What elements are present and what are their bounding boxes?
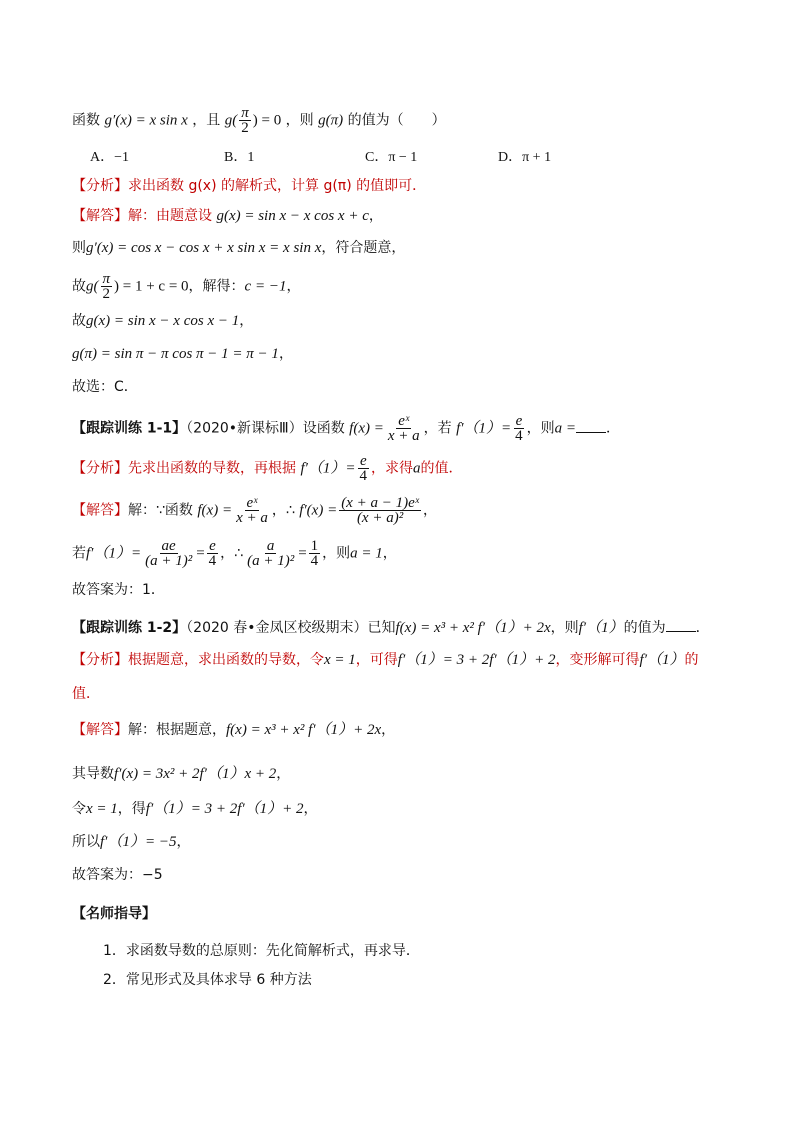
fraction xyxy=(513,414,525,443)
stem-text-3: ，则 xyxy=(285,112,314,129)
analysis-text: 先求出函数的导数，再根据 xyxy=(128,460,296,477)
answer-tag: 【解答】 xyxy=(72,208,128,224)
punct: ， xyxy=(422,502,437,519)
answer-1-step-4 xyxy=(72,311,253,331)
frac-num: e xyxy=(359,453,367,469)
text: 故 xyxy=(72,313,86,329)
analysis-text: 根据题意，求出函数的导数，令 xyxy=(128,652,324,668)
expr: a xyxy=(413,460,421,477)
pi-over-2 xyxy=(239,106,251,135)
exercise-1-1-result xyxy=(72,539,397,568)
frac-num: eˣ xyxy=(246,495,258,511)
text: ，则 xyxy=(526,420,555,437)
text: （2020 春•金凤区校级期末）已知 xyxy=(186,620,396,636)
frac-num: 1 xyxy=(310,538,319,554)
fraction xyxy=(339,496,421,525)
expr: f(x) = xyxy=(197,502,233,519)
exercise-1-2 xyxy=(72,617,710,638)
text: 若 xyxy=(72,545,86,562)
punct: ， xyxy=(176,834,191,850)
analysis-1 xyxy=(72,176,426,196)
answer-1-step-6 xyxy=(72,377,138,397)
answer-1-step-3 xyxy=(72,272,300,301)
exercise-1-2-final xyxy=(72,865,163,885)
exercise-1-2-analysis-cont xyxy=(72,684,100,704)
expr: a = 1 xyxy=(350,545,383,562)
expr: f′(x) = 3x² + 2f′（1）x + 2 xyxy=(114,766,277,782)
option-b: B．1 xyxy=(224,150,255,165)
fraction xyxy=(143,539,194,568)
fraction xyxy=(234,496,270,525)
option-a: A．−1 xyxy=(90,150,130,165)
expr: f′（1）= xyxy=(456,420,512,437)
answer-1-step-5 xyxy=(72,344,293,364)
frac-num: π xyxy=(241,105,249,121)
expr: f(x) = x³ + x² f′（1）+ 2x xyxy=(226,722,382,738)
exercise-1-2-step-2 xyxy=(72,764,290,784)
expr: x = 1 xyxy=(86,801,118,817)
expr: a = xyxy=(554,420,577,437)
option-d: D．π + 1 xyxy=(498,150,552,165)
expr: f′（1） xyxy=(639,652,685,668)
fraction xyxy=(358,454,370,483)
expr: = xyxy=(196,545,205,562)
text: ，得 xyxy=(117,801,146,817)
frac-den: 2 xyxy=(241,120,249,136)
stem-text: 函数 xyxy=(72,112,100,129)
text: 故答案为：−5 xyxy=(72,867,163,883)
exercise-tag: 【跟踪训练 1-2】 xyxy=(72,620,187,636)
expr: f′（1）= xyxy=(86,545,142,562)
punct: ， xyxy=(239,313,254,329)
expr: f′(x) = xyxy=(299,502,338,519)
question-stem xyxy=(72,106,446,135)
analysis-text: ，求得 xyxy=(371,460,414,477)
tips-heading: 【名师指导】 xyxy=(72,906,156,922)
frac-den: (a + 1)² xyxy=(145,553,193,569)
analysis-text: 求出函数 g(x) 的解析式，计算 g(π) 的值即可． xyxy=(128,178,427,194)
answer-blank xyxy=(576,418,606,433)
analysis-text: ，变形解可得 xyxy=(555,652,640,668)
text: 故答案为：1． xyxy=(72,582,165,598)
option-c: C．π − 1 xyxy=(365,150,418,165)
text: ，∴ xyxy=(271,502,295,519)
stem-text-4: 的值为（ ） xyxy=(347,112,446,129)
frac-num: e xyxy=(515,413,523,429)
tips-title xyxy=(72,904,156,924)
frac-num: eˣ xyxy=(398,413,410,429)
frac-den: 4 xyxy=(310,553,319,569)
text: 解：∵函数 xyxy=(128,502,193,519)
frac-den: (a + 1)² xyxy=(247,553,295,569)
exercise-1-1 xyxy=(72,414,620,443)
frac-den: (x + a)² xyxy=(356,510,404,526)
frac-den: 4 xyxy=(515,428,523,444)
expr: f′（1）= xyxy=(300,460,356,477)
text: ，∴ xyxy=(220,545,244,562)
exercise-1-1-analysis xyxy=(72,454,463,483)
text: ，则 xyxy=(322,545,351,562)
expr: f′（1）= 3 + 2f′（1）+ 2 xyxy=(397,652,556,668)
expr: f′（1）= −5 xyxy=(100,834,177,850)
frac-num: (x + a − 1)eˣ xyxy=(341,495,419,511)
analysis-tag: 【分析】 xyxy=(72,652,128,668)
analysis-tag: 【分析】 xyxy=(72,460,128,477)
expr: g( xyxy=(86,278,99,295)
g-cond-close: ) = 0 xyxy=(252,112,282,129)
expr: f′（1） xyxy=(578,620,624,636)
expr: c = −1 xyxy=(244,278,287,295)
expr: ) = 1 + c = 0 xyxy=(114,278,189,295)
analysis-text: ，可得 xyxy=(355,652,398,668)
text: 令 xyxy=(72,801,86,817)
analysis-text: 的值． xyxy=(420,460,463,477)
exercise-1-2-analysis xyxy=(72,650,699,670)
frac-den: x + a xyxy=(236,510,268,526)
frac-den: 2 xyxy=(102,286,110,302)
punct: ， xyxy=(368,208,383,224)
tips-text: 2．常见形式及具体求导 6 种方法 xyxy=(103,972,312,988)
analysis-tag: 【分析】 xyxy=(72,178,128,194)
answer-1-step-1 xyxy=(72,206,383,226)
punct: ， xyxy=(286,278,301,295)
expr: f(x) = x³ + x² f′（1）+ 2x xyxy=(395,620,551,636)
answer-blank xyxy=(666,617,696,632)
answer-1-step-2 xyxy=(72,238,405,258)
expr: g(x) = sin x − x cos x + c xyxy=(216,208,369,224)
frac-den: 4 xyxy=(359,468,368,484)
text: 所以 xyxy=(72,834,100,850)
fraction xyxy=(386,414,422,443)
frac-num: π xyxy=(102,271,111,287)
text: 则 xyxy=(72,240,86,256)
answer-text: 解：由题意设 xyxy=(128,208,212,224)
fraction xyxy=(309,539,321,568)
punct: ． xyxy=(606,420,621,437)
text: ，解得： xyxy=(188,278,245,295)
punct: ， xyxy=(276,766,291,782)
g-cond-open: g( xyxy=(224,112,238,129)
pi-over-2 xyxy=(101,272,113,301)
expr: f(x) = xyxy=(349,420,384,437)
text: 的值为 xyxy=(623,620,666,636)
text: 其导数 xyxy=(72,766,114,782)
text: 故选：C． xyxy=(72,379,138,395)
text: ，若 xyxy=(423,420,452,437)
punct: ， xyxy=(303,801,318,817)
exercise-1-1-answer xyxy=(72,496,437,525)
text: ，符合题意， xyxy=(321,240,406,256)
frac-num: ae xyxy=(161,538,176,554)
fraction xyxy=(207,539,219,568)
exercise-1-2-step-4 xyxy=(72,832,190,852)
answer-tag: 【解答】 xyxy=(72,722,128,738)
punct: ． xyxy=(695,620,710,636)
frac-den: 4 xyxy=(208,553,217,569)
text: （2020•新课标Ⅲ）设函数 xyxy=(186,420,345,437)
fraction xyxy=(245,539,296,568)
exercise-1-2-step-3 xyxy=(72,799,318,819)
exercise-tag: 【跟踪训练 1-1】 xyxy=(72,420,187,437)
punct: ， xyxy=(382,545,397,562)
expr: x = 1 xyxy=(324,652,356,668)
frac-num: a xyxy=(266,538,275,554)
frac-num: e xyxy=(209,538,216,554)
answer-tag: 【解答】 xyxy=(72,502,128,519)
exercise-1-2-answer xyxy=(72,720,395,740)
expr: f′（1）= 3 + 2f′（1）+ 2 xyxy=(145,801,304,817)
stem-text-2: ，且 xyxy=(192,112,221,129)
tips-item-2 xyxy=(103,970,312,990)
g-pi-expr: g(π) xyxy=(318,112,344,129)
analysis-text: 的 xyxy=(684,652,699,668)
punct: ， xyxy=(381,722,396,738)
frac-den: x + a xyxy=(387,428,420,444)
text: 故 xyxy=(72,278,86,295)
text: 解：根据题意， xyxy=(128,722,226,738)
expr: g(x) = sin x − x cos x − 1 xyxy=(86,313,240,329)
g-prime-expr: g′(x) = x sin x xyxy=(104,112,188,129)
expr: = xyxy=(298,545,307,562)
tips-text: 1．求函数导数的总原则：先化简解析式，再求导． xyxy=(103,943,420,959)
expr: g(π) = sin π − π cos π − 1 = π − 1 xyxy=(72,346,279,362)
tips-item-1 xyxy=(103,941,420,961)
exercise-1-1-final xyxy=(72,580,165,600)
analysis-text: 值． xyxy=(72,686,100,702)
punct: ， xyxy=(278,346,293,362)
expr: g′(x) = cos x − cos x + x sin x = x sin x xyxy=(86,240,322,256)
text: ，则 xyxy=(550,620,579,636)
